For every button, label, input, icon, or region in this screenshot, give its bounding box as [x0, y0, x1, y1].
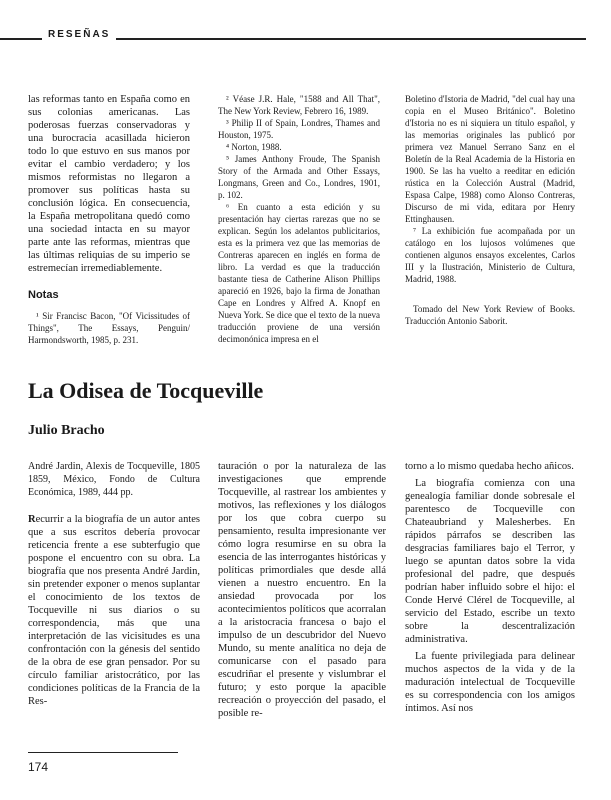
footnote-3: ³ Philip II of Spain, Londres, Thames and Houston, 1975. — [218, 118, 380, 140]
article-author: Julio Bracho — [28, 423, 105, 438]
article-col2-para: tauración o por la naturaleza de las investigaciones que emprende Tocqueville, al rastrear los ambientes y motivos, las reflexiones y los diálogos por los que cobra cuerpo su pensamiento, resulta impresionante ver cómo logra resumirse en su obra la esencia de las interrogantes históricas y políticas primordiales que desde allá vienen a nuestro encuentro. En la ansiedad provocada por los acontecimientos políticos que acorralan a la aristocracia francesa o bajo el impulso de un descubridor del Nuevo Mundo, su mente analítica no deja de comunicarse con el pasado para escudriñar el presente y vislumbrar el futuro; y esto porque la apacible recreación o proyección del pasado, el posible re- — [218, 461, 386, 719]
source-credit: Tomado del New York Review of Books. Traducción Antonio Saborit. — [405, 304, 575, 326]
top-column-2 — [218, 93, 380, 345]
article-col3-para-3: La fuente privilegiada para delinear muchos aspectos de la vida y de la maduración intelectual de Tocqueville es su correspondencia con los amigos íntimos. Así nos — [405, 651, 575, 714]
header-rule-left — [0, 38, 42, 40]
footnote-5: ⁵ James Anthony Froude, The Spanish Story of the Armada and Other Essays, Longmans, Green and Co., Londres, 1901, p. 102. — [218, 154, 380, 200]
top-col1-text: las reformas tanto en España como en sus colonias americanas. Las poderosas fuerzas conservadoras y una burocracia acasillada hicieron todo lo que estuvo en sus manos por evitar el cambio verdadero; y los mismos reformistas no llegaron a promover sus políticas hasta su conclusión lógica. En consecuencia, la España metropolitana quedó como una sociedad intacta en su mayor parte ante las reformas, mientras que las últimas reliquias de su imperio se estremecían irremediablemente. — [28, 94, 190, 274]
footnote-4: ⁴ Norton, 1988. — [226, 142, 282, 152]
section-label: RESEÑAS — [48, 29, 111, 40]
article-col3-para-2: La biografía comienza con una genealogía familiar donde sobresale el parentesco de Tocqueville con Chateaubriand y Malesherbes. En rápidos párrafos se describen las desgracias familiares bajo el Terror, y luego se apuntan datos sobre la vida profesional del padre, que después podrían haber influido sobre el hijo: el Conde Hervé Clérel de Tocqueville, al servicio del Estado, escribe un texto sobre la descentralización administrativa. — [405, 478, 575, 645]
footnote-6: ⁶ En cuanto a esta edición y su presentación hay ciertas rarezas que no se explican. Según los adelantos publicitarios, esta es la primera vez que las memorias de Contreras aparecen en inglés en forma de libro. La verdad es que la traducción bastante tiesa de Catherine Alison Phillips apareció en 1926, bajo la firma de Jonathan Cape en Londres y Alfred A. Knopf en Nueva York. Se dice que el texto de la nueva traducción proviene de una versión decimonónica impresa en el — [218, 202, 380, 344]
article-col3-para-1: torno a lo mismo quedaba hecho añicos. — [405, 461, 574, 472]
header-rule-right — [116, 38, 586, 40]
article-column-2 — [218, 460, 386, 720]
footnote-1: ¹ Sir Francisc Bacon, "Of Vicissitudes of Things", The Essays, Penguin/ Harmondsworth, 1985, p. 231. — [28, 311, 190, 345]
footnote-2: ² Véase J.R. Hale, "1588 and All That", The New York Review, Febrero 16, 1989. — [218, 94, 380, 116]
footer-rule — [28, 752, 178, 753]
article-col1-para: Recurrir a la biografía de un autor antes que a sus escritos debería provocar reticencia frente a ese subterfugio que pospone el encuentro con su obra. La biografía que nos presenta André Jardin, sin pretender exponer o menos suplantar el conocimiento de los textos de Tocqueville ni sus diarios o su correspondencia, más que una interpretación de las vicisitudes es una confrontación con la génesis del sentido de la obra de ese gran pensador. Por su círculo familiar aristocrático, por las condiciones políticas de la Francia de la Res- — [28, 514, 200, 707]
book-reference: André Jardin, Alexis de Tocqueville, 1805 1859, México, Fondo de Cultura Económica, 1989, 444 pp. — [28, 461, 200, 498]
notes-heading: Notas — [28, 289, 59, 301]
top-column-1 — [28, 93, 190, 346]
footnote-7: ⁷ La exhibición fue acompañada por un catálogo en los lujosos volúmenes que contienen algunos ensayos excelentes, Carlos III y la Ilustración, Ministerio de Cultura, Madrid, 1988. — [405, 226, 575, 284]
article-title: La Odisea de Tocqueville — [28, 378, 264, 403]
footnote-6-cont: Boletino d'Istoria de Madrid, "del cual hay una copia en el Museo Británico". Boletino d'Istoria no es ni siquiera un título español, y las memorias originales las publicó por primera vez Manuel Serrano Sanz en el Boletín de la Real Academia de la Historia en 1900. Se las ha vuelto a reeditar en edición rústica en la Colección Austral (Madrid, Espasa Calpe, 1988) como Alonso Contreras, Discurso de mi vida, editara por Henry Ettinghausen. — [405, 94, 575, 224]
top-column-3 — [405, 93, 575, 327]
page-number: 174 — [28, 760, 49, 774]
article-column-3 — [405, 460, 575, 715]
article-column-1 — [28, 460, 200, 708]
